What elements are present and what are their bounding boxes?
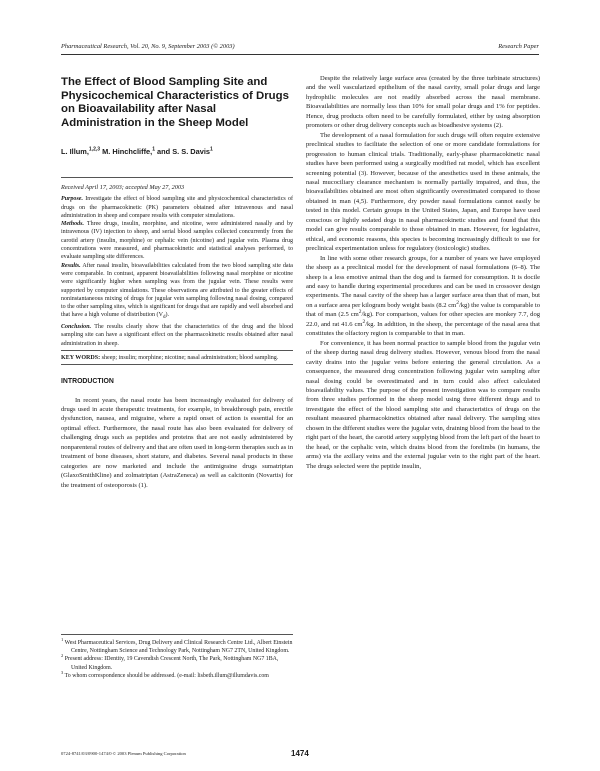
footnote-text: West Pharmaceutical Services, Drug Delivery and Clinical Research Centre Ltd., Albert Einstein Centre, Nottingham Science and Technology Park, Nottingham NG7 2TN, United Kingdom. [63, 640, 293, 655]
abstract-conclusion [61, 323, 293, 348]
article-title: The Effect of Blood Sampling Site and Physicochemical Characteristics of Drugs on Bioavailability after Nasal Administration in the Sheep Model [61, 76, 289, 129]
abstract-label: Purpose. [61, 196, 84, 203]
right-column [306, 74, 540, 471]
superscript: 2 [362, 318, 366, 325]
author-list [61, 147, 293, 156]
received-dates: Received April 17, 2003; accepted May 27, 2003 [61, 177, 293, 192]
abstract-text: After nasal insulin, bioavailabilities calculated from the two blood sampling site data were comparable. In contrast, apparent bioavailabilities following nasal morphine or nicotine were significantly higher when sampling was from the jugular vein. These results were supported by computer simulations. These observations are attributed to the greater effects of noninstantaneous mixing of drugs for jugular vein sampling following nasal dosing, compared to the other sampling sites, which is significant for drugs that are rapidly and well absorbed and that have a high volume of distribution (V [61, 262, 293, 319]
abstract-purpose [61, 195, 293, 220]
body-text: /kg). For comparison, values for other species are monkey 7.7, dog 22.0, and rat 41.6 cm [306, 311, 540, 328]
body-paragraph: For convenience, it has been normal practice to sample blood from the jugular vein of the sheep during nasal drug delivery studies. However, venous blood from the nasal cavity drains into the jugular veins before entering the general circulation. As a consequence, the measured drug concentration following jugular vein sampling after nasal dosing could be overestimated and in turn could also affect calculated bioavailability values. The purpose of the present investigation was to compare results from three studies performed in the sheep model using three different drugs and to investigate the effect of the blood sampling site and characteristics of drugs on the resultant measured pharmacokinetics obtained after nasal delivery. The sampling sites chosen in the different studies were the jugular vein, draining blood from the head to the right part of the heart, the carotid artery supplying blood from the left part of the heart to the head, or the cephalic vein, which drains blood from the forelimbs (in humans, the arms) via the axillary veins and the external jugular vein to the right part of the heart. The drugs selected were the peptide insulin, [306, 339, 540, 470]
abstract-text: Investigate the effect of blood sampling site and physicochemical characteristics of drugs on the pharmacokinetic (PK) parameters obtained after intravenous and nasal administration in sheep and compare results with computer simulations. [61, 196, 293, 219]
abstract [61, 195, 293, 348]
footnotes [61, 634, 293, 680]
author-affiliation-mark: 1,2,3 [88, 146, 101, 153]
page-footer [61, 749, 539, 761]
footnote-mark: 2 [61, 653, 64, 659]
abstract-text: ). [165, 312, 169, 319]
footnote [61, 669, 293, 680]
header-rule [61, 54, 539, 55]
abstract-methods [61, 220, 293, 261]
footnote-text: To whom correspondence should be addressed. (e-mail: lisbeth.illum@illumdavis.com [63, 672, 269, 679]
superscript: 2 [456, 299, 459, 306]
abstract-text: Three drugs, insulin, morphine, and nicotine, were administered nasally and by intravenous (IV) injection to sheep, and serial blood samples collected concurrently from the carotid artery (insulin, morphine) or cephalic vein (nicotine) and jugular vein. Plasma drug concentrations were measured, and pharmacokinetic and statistical analyses performed, to evaluate sampling site differences. [61, 221, 293, 261]
body-text: In line with some other research groups, for a number of years we have employed the sheep as a preclinical model for the development of nasal formulations (6–8). The sheep is a less emotive animal than the dog and is farmed for consumption. It is docile and easy to handle during experimental procedures and can be used in crossover design experiments. The nasal cavity of the sheep has a larger surface area than that of man, but on a surface area per kilogram body weight basis (8.2 cm [306, 254, 540, 309]
superscript: 2 [358, 309, 362, 316]
author-name: L. Illum, [61, 147, 89, 157]
body-paragraph: The development of a nasal formulation for such drugs will often require extensive preclinical studies to facilitate the selection of one or more candidate formulations for progression to human clinical trials. Traditionally, early-phase pharmacokinetic nasal studies have been performed using a surgically modified rat model, which has excellent screening potential (3). However, because of the anesthetics used in these animals, the nasal mucociliary clearance mechanism is normally partially impaired, and thus, the bioavailabilities obtained are most often significantly overestimated compared to those obtained in man (4,5). Furthermore, dry powder nasal formulations cannot easily be tested in this model. Certain groups in the United States, Japan, and Europe have used conscious or lightly sedated dogs in nasal pharmacokinetic studies and found that this model can give results comparable to those obtained in man. However, for legislative, ethical, and economic reasons, this species is becoming increasingly difficult to use for preclinical experimentation unless for regulatory (toxicologic) studies. [306, 131, 540, 253]
body-text: /kg) the value is comparable to that of man (2.5 cm [306, 301, 540, 319]
footnote [61, 653, 293, 671]
author-affiliation-mark: 1 [210, 146, 213, 153]
section-heading: INTRODUCTION [61, 378, 114, 386]
article-type: Research Paper [498, 43, 539, 50]
keywords-text: sheep; insulin; morphine; nicotine; nasal administration; blood sampling. [100, 354, 279, 361]
abstract-results [61, 262, 293, 323]
body-paragraph: Despite the relatively large surface area (created by the three turbinate structures) and the well vascularized epithelium of the nasal cavity, small polar drugs and large hydrophilic molecules are not readily absorbed across the nasal membrane. Bioavailabilities are normally less than 10% for small polar drugs and 1% for peptides. Hence, drug products often need to be carefully formulated, either by using absorption promoters or other drug delivery concepts such as bioadhesive systems (2). [306, 75, 540, 130]
left-column [61, 74, 293, 490]
author-affiliation-mark: 1 [152, 146, 155, 153]
body-paragraph: In recent years, the nasal route has been increasingly evaluated for delivery of drugs used in acute therapeutic treatments, for example, in breakthrough pain, erectile dysfunction, nausea, and migraine, where a rapid onset of action is essential for an optimal effect. Furthermore, the nasal route has also been evaluated for delivery of challenging drugs such as peptides and proteins that are not easily administered by nonparenteral routes of delivery and that are often used in long-term therapies such as in treatment of bone diseases, short stature, and diabetes. Several nasal products in these categories are now marketed and include the antimigraine drugs sumatriptan (GlaxoSmithKline) and zolmatriptan (AstraZeneca) as well as calcitonin (Novartis) for the treatment of osteoporosis (1). [61, 396, 293, 489]
keywords-label: KEY WORDS: [61, 354, 101, 361]
abstract-label: Conclusion. [61, 323, 92, 330]
footnote-mark: 1 [61, 637, 64, 643]
introduction-body [61, 396, 293, 491]
keywords [61, 350, 293, 365]
footnote-mark: 3 [61, 669, 64, 675]
page-number: 1474 [291, 749, 309, 758]
author-name: and S. S. Davis [154, 147, 211, 157]
abstract-label: Results. [61, 262, 81, 269]
footnote [61, 637, 293, 655]
issn-copyright: 0724-8741/03/0900-1474/0 © 2003 Plenum Publishing Corporation [61, 751, 186, 756]
body-paragraph [306, 254, 540, 339]
abstract-text: The results clearly show that the characteristics of the drug and the blood sampling site can have a significant effect on the pharmacokinetic results obtained after nasal administration in sheep. [61, 323, 293, 347]
footnote-text: Present address: IDentity, 19 Cavendish Crescent North, The Park, Nottingham NG7 1BA, United Kingdom. [63, 656, 279, 671]
author-name: M. Hinchcliffe, [100, 147, 153, 157]
body-text: /kg. In addition, in the sheep, the percentage of the nasal area that constitutes the olfactory region is comparable to that in man. [306, 320, 540, 338]
journal-citation: Pharmaceutical Research, Vol. 20, No. 9, September 2003 (© 2003) [61, 43, 235, 50]
subscript: d [162, 315, 166, 321]
abstract-label: Methods. [61, 221, 85, 228]
running-head [61, 43, 539, 53]
